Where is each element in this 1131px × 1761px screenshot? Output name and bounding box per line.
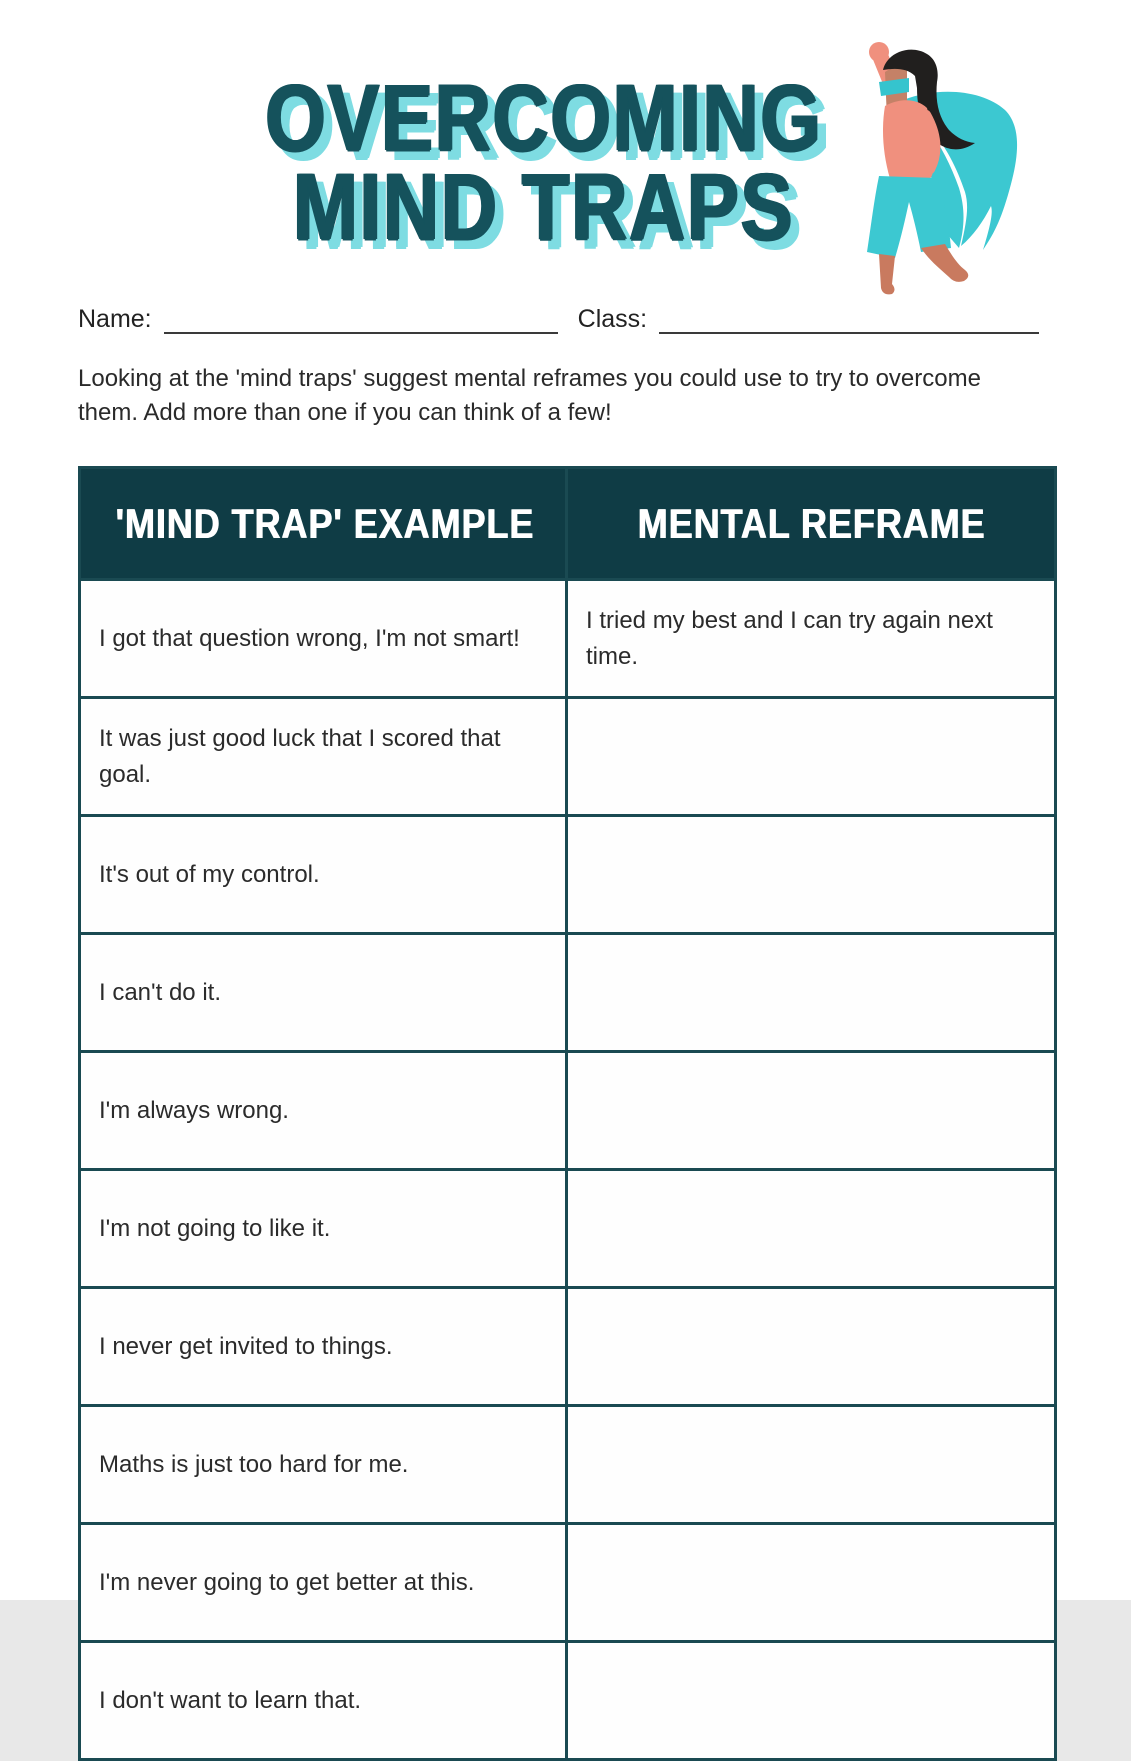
mind-trap-cell: It was just good luck that I scored that goal. <box>80 698 567 816</box>
reframe-cell[interactable] <box>567 1170 1056 1288</box>
instructions-text <box>78 362 1053 430</box>
instructions-line-1: Looking at the 'mind traps' suggest mental reframes you could use to try to overcome <box>78 365 981 392</box>
fist <box>869 42 889 62</box>
table-row <box>80 1052 1056 1170</box>
mind-trap-cell: I'm never going to get better at this. <box>80 1524 567 1642</box>
reframe-cell[interactable] <box>567 934 1056 1052</box>
mind-trap-cell: I never get invited to things. <box>80 1288 567 1406</box>
mind-trap-cell: I got that question wrong, I'm not smart! <box>80 580 567 698</box>
mind-trap-cell: I'm not going to like it. <box>80 1170 567 1288</box>
superhero-illustration <box>843 36 1025 298</box>
reframe-cell[interactable] <box>567 1406 1056 1524</box>
table-row <box>80 698 1056 816</box>
name-input-line[interactable] <box>164 300 558 334</box>
table-header-row <box>80 468 1056 580</box>
reframe-cell[interactable]: I tried my best and I can try again next time. <box>567 580 1056 698</box>
table-row <box>80 1170 1056 1288</box>
class-label: Class: <box>577 305 648 333</box>
mind-traps-table <box>78 466 1057 1761</box>
table-row <box>80 1642 1056 1760</box>
mind-trap-cell: It's out of my control. <box>80 816 567 934</box>
table-body <box>80 580 1056 1760</box>
name-label: Name: <box>78 305 152 333</box>
table-row <box>80 1406 1056 1524</box>
title-line-1: OVERCOMING <box>264 65 823 171</box>
mind-trap-cell: I don't want to learn that. <box>80 1642 567 1760</box>
col-header-mind-trap: 'MIND TRAP' EXAMPLE <box>80 468 567 580</box>
mind-trap-cell: I'm always wrong. <box>80 1052 567 1170</box>
reframe-cell[interactable] <box>567 1524 1056 1642</box>
title-line-2: MIND TRAPS <box>292 154 795 261</box>
instructions-line-2: them. Add more than one if you can think of a few! <box>78 399 612 427</box>
reframe-cell[interactable] <box>567 816 1056 934</box>
mind-trap-cell: Maths is just too hard for me. <box>80 1406 567 1524</box>
fields-row <box>78 300 1053 334</box>
table-row <box>80 580 1056 698</box>
table-row <box>80 934 1056 1052</box>
left-leg <box>879 254 895 294</box>
mind-trap-cell: I can't do it. <box>80 934 567 1052</box>
masthead <box>0 0 1131 300</box>
table-row <box>80 1288 1056 1406</box>
table-row <box>80 816 1056 934</box>
reframe-cell[interactable] <box>567 698 1056 816</box>
table-row <box>80 1524 1056 1642</box>
reframe-cell[interactable] <box>567 1288 1056 1406</box>
class-input-line[interactable] <box>659 300 1039 334</box>
reframe-cell[interactable] <box>567 1642 1056 1760</box>
col-header-mental-reframe: MENTAL REFRAME <box>567 468 1056 580</box>
reframe-cell[interactable] <box>567 1052 1056 1170</box>
right-leg <box>921 244 968 282</box>
